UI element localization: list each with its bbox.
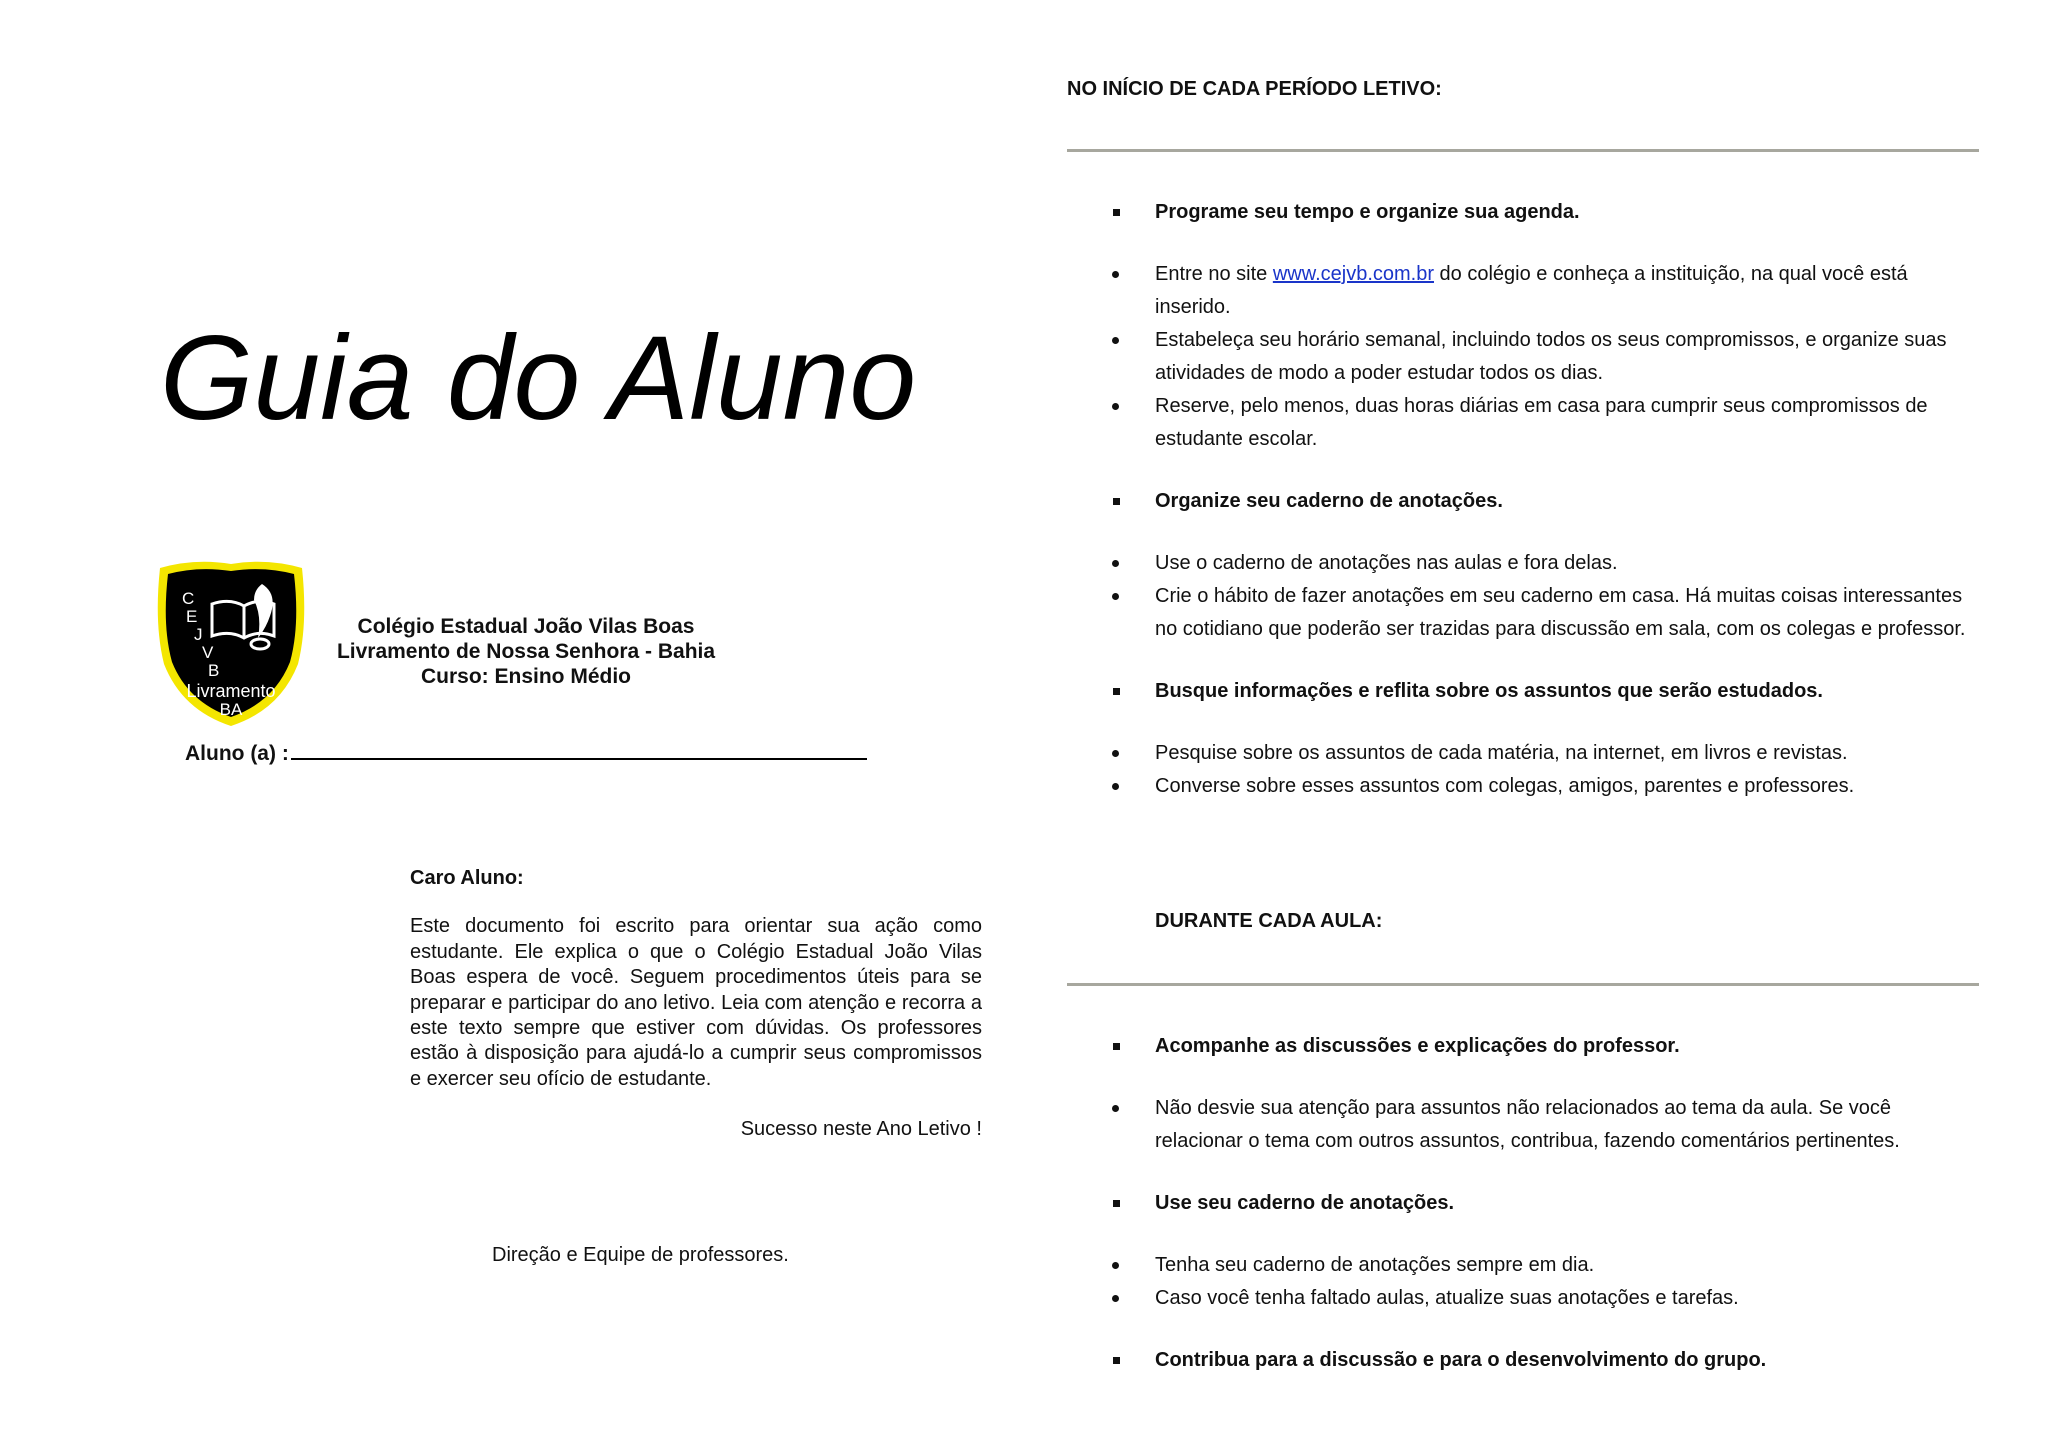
section-divider [1067,149,1979,152]
student-name-blank-line [291,740,867,760]
list-item: Pesquise sobre os assuntos de cada matéria, na internet, em livros e revistas. [1155,742,1848,764]
school-name: Colégio Estadual João Vilas Boas [357,615,695,638]
list-item: Caso você tenha faltado aulas, atualize suas anotações e tarefas. [1155,1287,1739,1309]
crest-state: BA [219,700,243,719]
crest-letter: B [208,661,220,680]
letter-body: Este documento foi escrito para orientar sua ação como estudante. Ele explica o que o Colégio Estadual João Vilas Boas espera de você. Seguem procedimentos úteis para se preparar e participar do ano letivo. Leia com atenção e recorra a este texto sempre que estiver com dúvidas. Os professores estão à disposição para ajudá-lo a cumprir seus compromissos e exercer seu ofício de estudante. [410,915,982,1090]
letter-closing: Sucesso neste Ano Letivo ! [740,1118,982,1141]
crest-town: Livramento [186,681,276,701]
school-info [326,614,726,689]
letter-greeting: Caro Aluno: [410,867,524,889]
list-item: Não desvie sua atenção para assuntos não relacionados ao tema da aula. Se você relacionar o tema com outros assuntos, contribua, fazendo comentários pertinentes. [1155,1097,1900,1152]
list-item: Crie o hábito de fazer anotações em seu caderno em casa. Há muitas coisas interessantes no cotidiano que poderão ser trazidas para discussão em sala, com os colegas e professor. [1155,585,1966,640]
list-item: Tenha seu caderno de anotações sempre em dia. [1155,1254,1595,1276]
guide-page [1067,0,1979,1447]
school-website-link[interactable]: www.cejvb.com.br [1272,263,1434,285]
list-item: Reserve, pelo menos, duas horas diárias em casa para cumprir seus compromissos de estudante escolar. [1155,395,1928,450]
list-item-topic: Busque informações e reflita sobre os assuntos que serão estudados. [1155,680,1823,702]
welcome-letter [410,866,982,1143]
section-heading-start-of-term: NO INÍCIO DE CADA PERÍODO LETIVO: [1067,78,1442,100]
student-name-field [185,740,867,766]
during-class-list [1111,1030,1979,1377]
crest-letter: E [186,607,198,626]
section-divider [1067,983,1979,986]
list-item: Estabeleça seu horário semanal, incluindo todos os seus compromissos, e organize suas atividades de modo a poder estudar todos os dias. [1155,329,1947,384]
list-item: Converse sobre esses assuntos com colegas, amigos, parentes e professores. [1155,775,1855,797]
student-label: Aluno (a) : [185,742,289,765]
list-item-topic: Use seu caderno de anotações. [1155,1192,1455,1214]
list-item: Entre no site www.cejvb.com.br do colégio e conheça a instituição, na qual você está inserido. [1155,263,1908,318]
start-of-term-list [1111,196,1979,803]
crest-letter: V [202,643,214,662]
list-item-topic: Programe seu tempo e organize sua agenda. [1155,201,1580,223]
school-crest-logo [150,554,312,730]
list-item-topic: Acompanhe as discussões e explicações do professor. [1155,1035,1680,1057]
list-item-topic: Organize seu caderno de anotações. [1155,490,1503,512]
letter-signature: Direção e Equipe de professores. [492,1244,789,1266]
list-item-topic: Contribua para a discussão e para o desenvolvimento do grupo. [1155,1349,1767,1371]
document-title: Guia do Aluno [160,311,917,445]
course-name: Curso: Ensino Médio [421,665,631,688]
section-heading-during-class: DURANTE CADA AULA: [1155,910,1383,932]
school-location: Livramento de Nossa Senhora - Bahia [336,640,716,663]
crest-letter: J [194,625,203,644]
crest-letter: C [182,589,195,608]
list-item: Use o caderno de anotações nas aulas e fora delas. [1155,552,1618,574]
